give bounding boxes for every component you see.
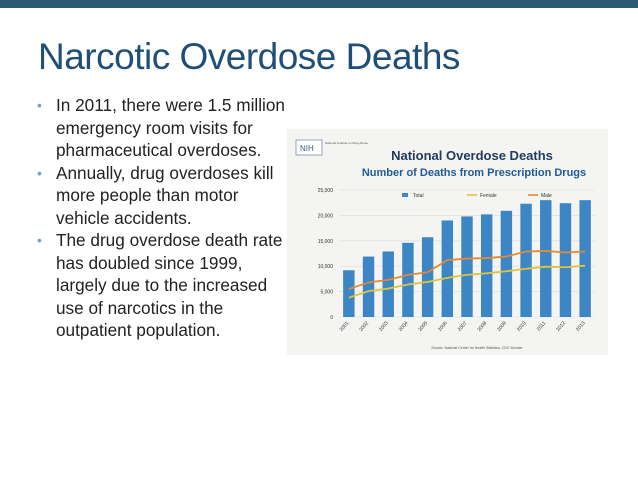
- y-tick-label: 5,000: [320, 289, 333, 296]
- x-tick-label: 2012: [555, 320, 567, 333]
- x-tick-label: 2002: [358, 320, 371, 333]
- x-tick-label: 2011: [535, 320, 548, 333]
- top-accent-bar: [0, 0, 638, 8]
- bullet-dot-icon: •: [37, 232, 42, 248]
- bullet-text: Annually, drug overdoses kill more people than motor vehicle accidents.: [56, 162, 274, 228]
- x-tick-label: 2001: [338, 320, 351, 333]
- bullet-item: [30, 94, 290, 162]
- legend-swatch: [402, 193, 408, 197]
- bullet-item: [30, 162, 290, 230]
- bar-total: [520, 204, 531, 317]
- y-tick-label: 15,000: [317, 238, 333, 245]
- bar-total: [343, 270, 354, 317]
- legend-label: Male: [541, 193, 552, 199]
- bar-total: [402, 243, 413, 317]
- bar-total: [363, 257, 374, 317]
- y-tick-label: 25,000: [317, 188, 333, 194]
- y-tick-label: 20,000: [317, 213, 333, 220]
- bullet-dot-icon: •: [37, 164, 42, 181]
- chart-subtitle: Number of Deaths from Prescription Drugs: [361, 167, 587, 179]
- bar-total: [383, 251, 394, 317]
- slide-title: Narcotic Overdose Deaths: [38, 36, 460, 77]
- legend-label: Female: [480, 193, 497, 199]
- x-tick-label: 2010: [515, 320, 528, 333]
- bullet-text: The drug overdose death rate has doubled since 1999, largely due to the increased use of narcotics in the outpatient population.: [56, 230, 283, 340]
- bar-total: [579, 200, 590, 317]
- bar-total: [560, 203, 571, 317]
- chart-source: Source: National Center for Health Statistics, CDC Wonder: [431, 346, 523, 350]
- x-tick-label: 2005: [417, 320, 430, 333]
- bar-total: [540, 200, 551, 317]
- bullet-text: In 2011, there were 1.5 million emergency room visits for pharmaceutical overdoses.: [56, 95, 285, 160]
- bar-total: [422, 237, 433, 317]
- x-tick-label: 2009: [496, 320, 508, 333]
- x-tick-label: 2013: [574, 320, 587, 333]
- y-tick-label: 10,000: [317, 264, 333, 271]
- x-tick-label: 2004: [397, 320, 410, 333]
- x-tick-label: 2006: [437, 320, 449, 333]
- x-tick-label: 2003: [378, 320, 390, 333]
- nih-logo-icon: NIH: [300, 144, 314, 153]
- legend-label: Total: [413, 193, 424, 199]
- chart-title: National Overdose Deaths: [391, 148, 553, 163]
- x-tick-label: 2007: [456, 320, 469, 333]
- y-tick-label: 0: [330, 315, 333, 321]
- bullet-dot-icon: •: [37, 97, 42, 113]
- bullet-item: [30, 229, 290, 342]
- nih-logo-subtitle: National Institute on Drug Abuse: [325, 141, 369, 145]
- bar-total: [501, 211, 512, 317]
- x-tick-label: 2008: [476, 320, 489, 333]
- bullet-list: [30, 94, 290, 342]
- bar-total: [481, 214, 492, 317]
- overdose-chart: [287, 129, 608, 355]
- bar-total: [442, 220, 453, 317]
- bar-total: [461, 216, 472, 317]
- chart-image: [287, 129, 608, 355]
